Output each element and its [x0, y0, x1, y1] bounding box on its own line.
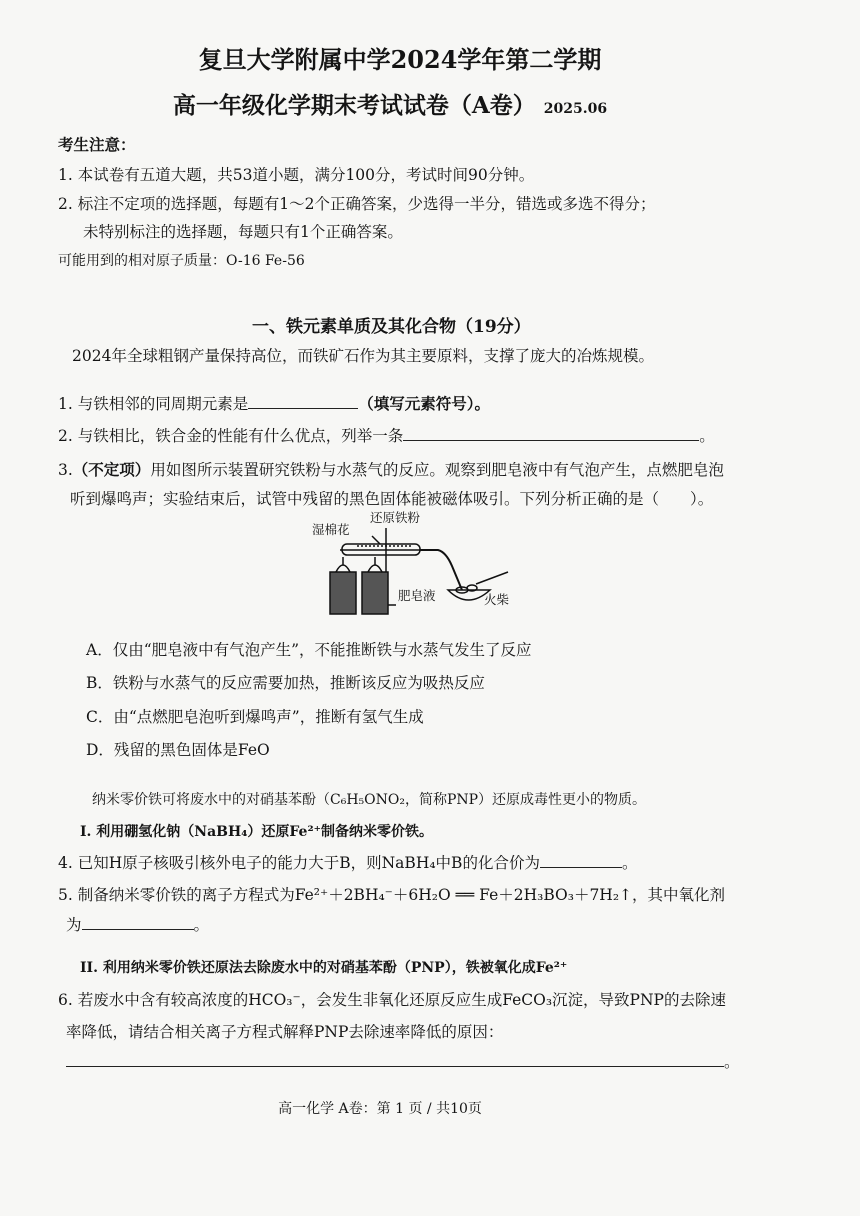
label-match: 火柴 — [484, 592, 510, 607]
q4-answer-blank[interactable] — [540, 853, 622, 868]
delivery-tube — [420, 550, 462, 590]
section-intro: 2024年全球粗钢产量保持高位，而铁矿石作为其主要原料，支撑了庞大的冶炼规模。 — [72, 347, 654, 365]
notice-heading: 考生注意： — [58, 135, 136, 154]
option-b: B．铁粉与水蒸气的反应需要加热，推断该反应为吸热反应 — [86, 674, 485, 692]
label-soap-solution: 肥皂液 — [398, 588, 436, 603]
section-intro-2: 纳米零价铁可将废水中的对硝基苯酚（C₆H₅ONO₂，简称PNP）还原成毒性更小的物质。 — [92, 792, 647, 808]
q3-tag: （不定项） — [72, 460, 151, 479]
question-5-line1: 5. 制备纳米零价铁的离子方程式为Fe²⁺＋2BH₄⁻＋6H₂O ══ Fe＋2H₃BO₃＋7H₂↑，其中氧化剂 — [58, 886, 726, 904]
part-i-heading: I. 利用硼氢化钠（NaBH₄）还原Fe²⁺制备纳米零价铁。 — [80, 824, 433, 840]
q4-end: 。 — [621, 854, 638, 872]
label-iron-powder: 还原铁粉 — [370, 510, 421, 525]
notice-item-2-cont: 未特别标注的选择题，每题只有1个正确答案。 — [83, 223, 403, 241]
question-1 — [58, 392, 490, 414]
question-4 — [58, 851, 637, 873]
q1-hint: （填写元素符号）。 — [358, 394, 490, 413]
alcohol-lamps — [330, 557, 388, 614]
option-d: D．残留的黑色固体是FeO — [86, 741, 270, 759]
q3-number: 3. — [58, 461, 73, 479]
exam-date: 2025.06 — [543, 101, 608, 117]
label-wet-cotton: 湿棉花 — [312, 522, 350, 537]
exam-title-text: 高一年级化学期末考试试卷（A卷） — [172, 92, 536, 119]
option-c: C．由“点燃肥皂泡听到爆鸣声”，推断有氢气生成 — [86, 708, 424, 726]
notice-item-1: 1. 本试卷有五道大题，共53道小题，满分100分，考试时间90分钟。 — [58, 166, 535, 184]
q3-text: 用如图所示装置研究铁粉与水蒸气的反应。观察到肥皂液中有气泡产生，点燃肥皂泡 — [150, 461, 724, 479]
q1-answer-blank[interactable] — [248, 394, 358, 409]
question-2 — [58, 424, 715, 446]
apparatus-diagram — [312, 510, 532, 625]
q5-text: 为 — [66, 916, 82, 934]
q6-answer-blank[interactable] — [66, 1052, 724, 1067]
q5-answer-blank[interactable] — [82, 915, 194, 930]
q2-end: 。 — [699, 427, 715, 445]
exam-title-line1: 复旦大学附属中学2024学年第二学期 — [198, 45, 602, 74]
q1-text: 1. 与铁相邻的同周期元素是 — [58, 395, 249, 413]
q6-end: 。 — [724, 1053, 740, 1071]
question-3-line2: 听到爆鸣声；实验结束后，试管中残留的黑色固体能被磁体吸引。下列分析正确的是（ ）。 — [70, 490, 714, 508]
section-title: 一、铁元素单质及其化合物（19分） — [252, 317, 531, 337]
question-5-line2 — [66, 913, 209, 935]
page-footer: 高一化学 A卷：第 1 页 / 共10页 — [278, 1101, 482, 1117]
q2-text: 2. 与铁相比，铁合金的性能有什么优点，列举一条 — [58, 427, 404, 445]
question-6-answer — [66, 1050, 740, 1072]
exam-title-line2 — [0, 87, 780, 120]
q4-text: 4. 已知H原子核吸引核外电子的能力大于B，则NaBH₄中B的化合价为 — [58, 854, 540, 872]
test-tube — [342, 536, 420, 555]
question-6-line2: 率降低，请结合相关离子方程式解释PNP去除速率降低的原因： — [66, 1023, 504, 1041]
q5-end: 。 — [193, 916, 210, 934]
option-a: A．仅由“肥皂液中有气泡产生”，不能推断铁与水蒸气发生了反应 — [86, 641, 532, 659]
part-ii-heading: II. 利用纳米零价铁还原法去除废水中的对硝基苯酚（PNP），铁被氧化成Fe²⁺ — [80, 960, 568, 976]
atomic-mass-note: 可能用到的相对原子质量：O-16 Fe-56 — [58, 253, 305, 269]
notice-item-2: 2. 标注不定项的选择题，每题有1～2个正确答案，少选得一半分，错选或多选不得分； — [58, 195, 656, 213]
question-3-line1 — [58, 458, 724, 480]
q2-answer-blank[interactable] — [403, 426, 699, 441]
question-6-line1: 6. 若废水中含有较高浓度的HCO₃⁻，会发生非氧化还原反应生成FeCO₃沉淀，导致PNP的去除速 — [58, 991, 726, 1009]
